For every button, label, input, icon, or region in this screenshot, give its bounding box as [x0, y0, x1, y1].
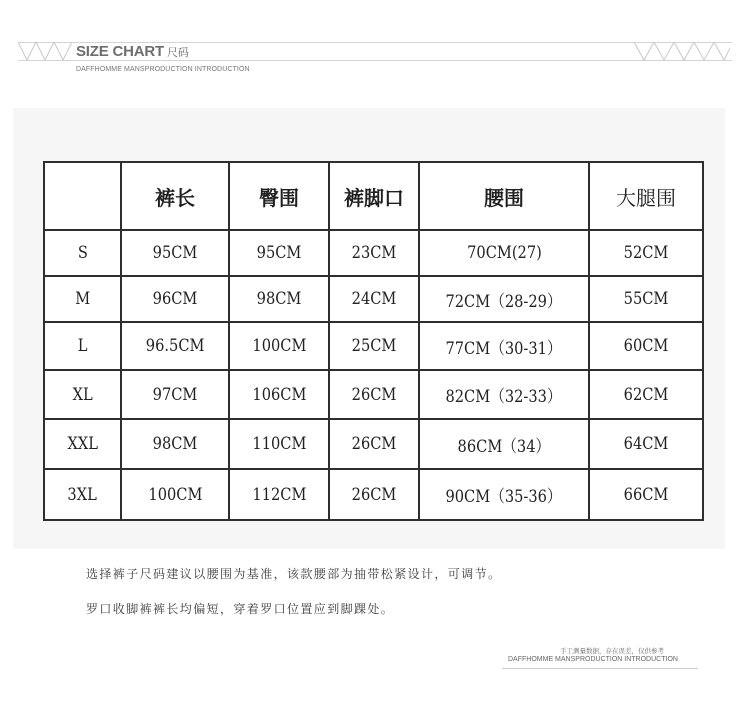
header-cell-hip: 臀围 — [229, 162, 329, 230]
table-cell: 66CM — [589, 469, 703, 520]
table-cell: 106CM — [229, 370, 329, 419]
note-length-advice: 罗口收脚裤裤长均偏短，穿着罗口位置应到脚踝处。 — [86, 602, 395, 616]
table-cell: XXL — [44, 419, 121, 469]
table-cell: 86CM（34） — [419, 419, 589, 469]
table-cell: 100CM — [121, 469, 229, 520]
footer-rule — [502, 668, 698, 669]
table-row — [44, 276, 703, 322]
table-cell: 55CM — [589, 276, 703, 322]
table-cell: 72CM（28-29） — [419, 276, 589, 322]
note-waist-advice: 选择裤子尺码建议以腰围为基准，该款腰部为抽带松紧设计，可调节。 — [86, 567, 502, 581]
table-cell: 26CM — [329, 370, 419, 419]
table-cell: 98CM — [121, 419, 229, 469]
header-cell-size — [44, 162, 121, 230]
table-row — [44, 230, 703, 276]
table-cell: 77CM（30-31） — [419, 322, 589, 370]
table-cell: 97CM — [121, 370, 229, 419]
table-cell: 96CM — [121, 276, 229, 322]
table-cell: 23CM — [329, 230, 419, 276]
table-row — [44, 419, 703, 469]
table-cell: XL — [44, 370, 121, 419]
table-cell: 95CM — [121, 230, 229, 276]
table-cell: 98CM — [229, 276, 329, 322]
size-table — [43, 161, 704, 521]
table-cell: 52CM — [589, 230, 703, 276]
page-title — [76, 43, 189, 60]
header-bottom-rule — [18, 60, 732, 61]
table-cell: 110CM — [229, 419, 329, 469]
footer-brand: DAFFHOMME MANSPRODUCTION INTRODUCTION — [508, 656, 678, 663]
table-cell: 64CM — [589, 419, 703, 469]
table-cell: 70CM(27) — [419, 230, 589, 276]
table-cell: 62CM — [589, 370, 703, 419]
table-cell: 26CM — [329, 419, 419, 469]
page-title-cn: 尺码 — [167, 47, 189, 59]
table-cell: 3XL — [44, 469, 121, 520]
table-cell: S — [44, 230, 121, 276]
table-cell: 25CM — [329, 322, 419, 370]
table-cell: 60CM — [589, 322, 703, 370]
table-cell: 112CM — [229, 469, 329, 520]
table-row — [44, 469, 703, 520]
header-cell-thigh: 大腿围 — [589, 162, 703, 230]
table-cell: M — [44, 276, 121, 322]
table-row — [44, 370, 703, 419]
page-title-en: SIZE CHART — [76, 43, 165, 60]
table-cell: 96.5CM — [121, 322, 229, 370]
header-cell-waist: 腰围 — [419, 162, 589, 230]
header-cell-length: 裤长 — [121, 162, 229, 230]
table-cell: 26CM — [329, 469, 419, 520]
header-zigzag-right-icon — [634, 42, 730, 61]
table-cell: 24CM — [329, 276, 419, 322]
table-cell: 95CM — [229, 230, 329, 276]
table-cell: 100CM — [229, 322, 329, 370]
table-cell: L — [44, 322, 121, 370]
header-cell-leg-opening: 裤脚口 — [329, 162, 419, 230]
table-cell: 90CM（35-36） — [419, 469, 589, 520]
table-row — [44, 322, 703, 370]
table-header-row — [44, 162, 703, 230]
header-zigzag-left-icon — [18, 42, 72, 61]
page-subtitle: DAFFHOMME MANSPRODUCTION INTRODUCTION — [76, 66, 250, 73]
footer-disclaimer: 手工测量数据，存在误差，仅供参考 — [560, 647, 664, 655]
table-cell: 82CM（32-33） — [419, 370, 589, 419]
